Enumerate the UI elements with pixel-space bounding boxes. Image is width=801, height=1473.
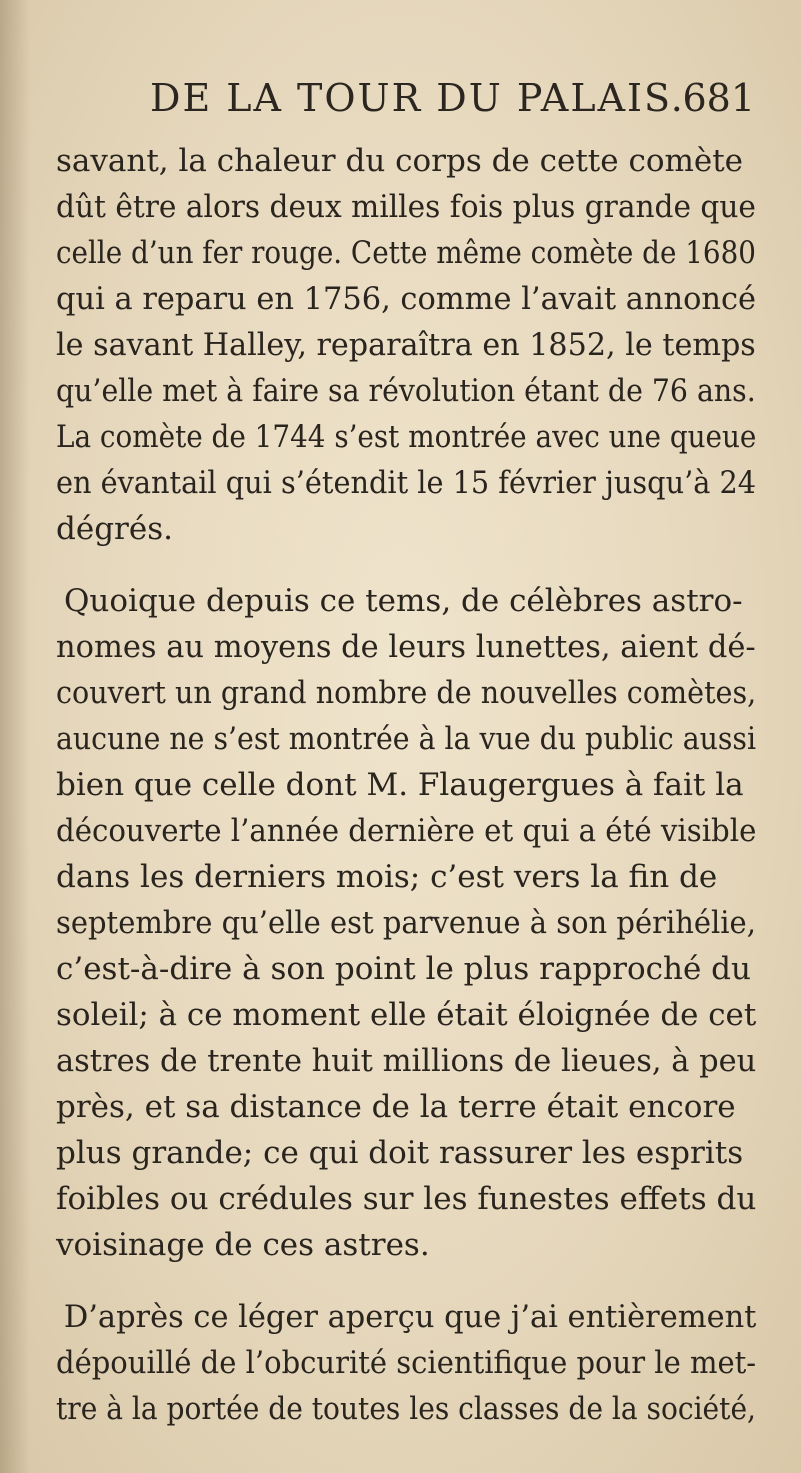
paragraph-spacer [56,552,756,578]
text-line: qu’elle met à faire sa révolution étant de 76 ans. [56,373,756,409]
paragraph-3 [56,1294,756,1432]
paragraph-1 [56,138,756,552]
text-line: le savant Halley, reparaîtra en 1852, le temps [56,327,756,363]
text-line: voisinage de ces astres. [56,1227,430,1263]
running-title: DE LA TOUR DU PALAIS. [150,76,685,120]
paragraph-2 [56,578,756,1268]
text-line: septembre qu’elle est parvenue à son périhélie, [56,905,756,941]
text-line: nomes au moyens de leurs lunettes, aient dé- [56,629,756,665]
text-line: qui a reparu en 1756, comme l’avait annoncé [56,281,757,317]
page-number: 681 [682,76,755,120]
paragraph-spacer [56,1268,756,1294]
text-line: plus grande; ce qui doit rassurer les esprits [56,1135,744,1171]
text-line: tre à la portée de toutes les classes de la société, [56,1391,756,1427]
text-line: foibles ou crédules sur les funestes effets du [56,1181,757,1217]
text-line: découverte l’année dernière et qui a été visible [56,813,757,849]
text-line: dans les derniers mois; c’est vers la fin de [56,859,718,895]
text-line: aucune ne s’est montrée à la vue du public aussi [56,721,757,757]
text-line: près, et sa distance de la terre était encore [56,1089,736,1125]
text-line: dégrés. [56,511,173,547]
text-line: en évantail qui s’étendit le 15 février jusqu’à 24 [56,465,757,501]
text-line: La comète de 1744 s’est montrée avec une queue [56,419,757,455]
page-header [150,76,755,136]
body-text [56,138,756,1432]
text-line: savant, la chaleur du corps de cette comète [56,143,744,179]
text-line: astres de trente huit millions de lieues, à peu [56,1043,757,1079]
text-line: D’après ce léger aperçu que j’ai entièrement [63,1299,757,1335]
text-line: soleil; à ce moment elle était éloignée de cet [56,997,757,1033]
text-line: Quoique depuis ce tems, de célèbres astro- [64,583,743,619]
text-line: couvert un grand nombre de nouvelles comètes, [56,675,757,711]
text-line: bien que celle dont M. Flaugergues à fait la [56,767,744,803]
text-line: dût être alors deux milles fois plus grande que [56,189,756,225]
text-line: c’est-à-dire à son point le plus rapproché du [56,951,751,987]
text-line: celle d’un fer rouge. Cette même comète de 1680 [56,235,756,271]
text-line: dépouillé de l’obcurité scientifique pour le met- [56,1345,757,1381]
